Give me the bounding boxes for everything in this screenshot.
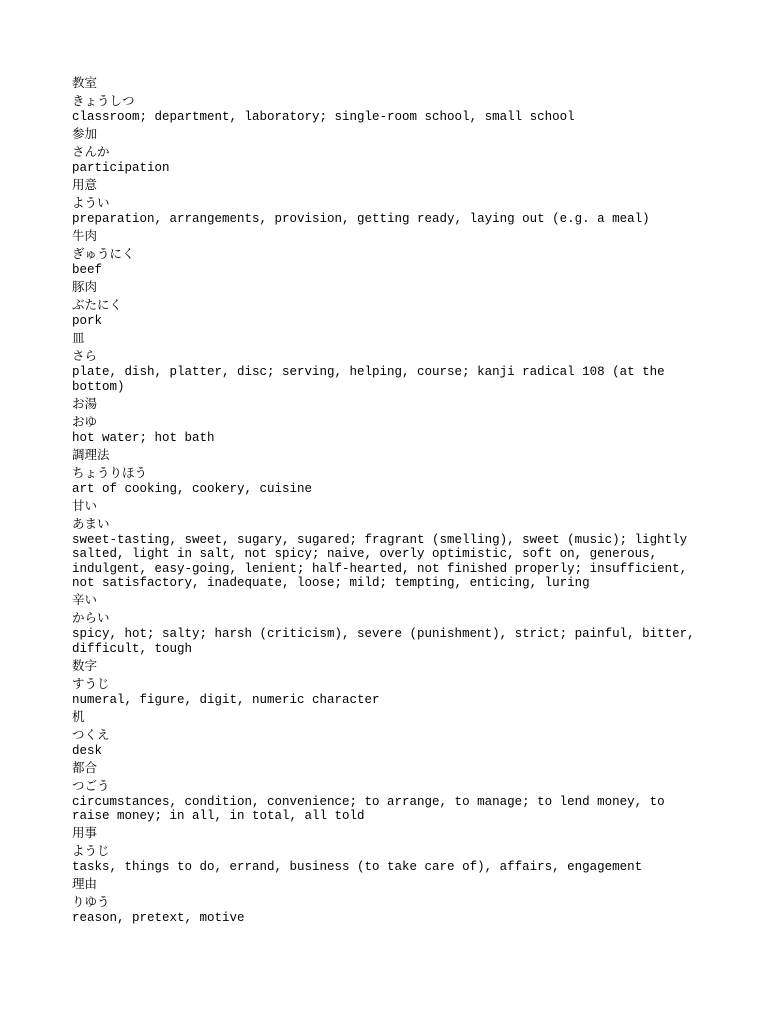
entry-meaning: pork (72, 314, 103, 328)
entry-reading: ぎゅうにく (72, 246, 135, 261)
vocab-entry (72, 759, 712, 824)
vocab-entry (72, 395, 712, 446)
entry-kanji: 教室 (72, 75, 98, 90)
entry-reading: ちょうりほう (72, 464, 148, 480)
entry-meaning: classroom; department, laboratory; single-room school, small school (72, 110, 575, 124)
vocab-entry (72, 74, 712, 125)
vocab-entry (72, 227, 712, 278)
entry-kanji: 用意 (72, 177, 98, 192)
entry-kanji: 理由 (72, 876, 98, 891)
entry-meaning: hot water; hot bath (72, 430, 215, 445)
entry-meaning: circumstances, condition, convenience; to arrange, to manage; to lend money, to raise money; in all, in total, all told (72, 794, 665, 823)
entry-meaning: preparation, arrangements, provision, getting ready, laying out (e.g. a meal) (72, 212, 650, 226)
vocab-entry (72, 446, 712, 497)
entry-meaning: desk (72, 743, 103, 758)
vocab-entry (72, 278, 712, 329)
entry-reading: つくえ (72, 726, 110, 742)
entry-reading: ぶたにく (72, 297, 123, 312)
entry-reading: すうじ (72, 675, 110, 691)
entry-kanji: 牛肉 (72, 228, 98, 243)
entry-reading: つごう (72, 777, 110, 793)
entry-reading: おゆ (72, 413, 98, 429)
entry-reading: あまい (72, 515, 110, 531)
vocab-entry (72, 708, 712, 759)
entry-kanji: 豚肉 (72, 279, 98, 294)
vocab-entry (72, 591, 712, 656)
entry-kanji: 辛い (72, 592, 98, 607)
vocab-entry (72, 125, 712, 176)
entry-reading: からい (72, 610, 110, 625)
entry-kanji: お湯 (72, 395, 98, 411)
vocab-entry (72, 497, 712, 591)
entry-meaning: beef (72, 263, 103, 277)
entry-reading: さんか (72, 144, 110, 159)
vocabulary-list (72, 74, 712, 926)
entry-meaning: numeral, figure, digit, numeric character (72, 692, 380, 707)
vocab-entry (72, 875, 712, 926)
entry-meaning: reason, pretext, motive (72, 911, 245, 925)
entry-reading: きょうしつ (72, 93, 135, 108)
vocab-entry (72, 329, 712, 394)
entry-kanji: 参加 (72, 126, 98, 141)
vocab-entry (72, 176, 712, 227)
entry-kanji: 机 (72, 708, 85, 724)
entry-reading: りゆう (72, 894, 110, 909)
entry-meaning: sweet-tasting, sweet, sugary, sugared; fragrant (smelling), sweet (music); lightly salted, light in salt, not spicy; naive, overly optimistic, soft on, generous, indulgent, easy-going, lenient; half-hearted, not finished properly; insufficient, not satisfactory, inadequate, loose; mild; tempting, enticing, luring (72, 532, 688, 590)
entry-meaning: participation (72, 161, 170, 175)
entry-kanji: 甘い (72, 497, 98, 513)
entry-meaning: plate, dish, platter, disc; serving, helping, course; kanji radical 108 (at the bottom) (72, 365, 665, 394)
entry-kanji: 数字 (72, 657, 98, 673)
entry-reading: さら (72, 348, 98, 363)
entry-kanji: 都合 (72, 759, 98, 775)
entry-reading: ようじ (72, 843, 110, 858)
entry-meaning: art of cooking, cookery, cuisine (72, 481, 313, 496)
entry-kanji: 用事 (72, 825, 98, 840)
vocab-entry (72, 824, 712, 875)
entry-meaning: tasks, things to do, errand, business (to take care of), affairs, engagement (72, 860, 643, 874)
vocab-entry (72, 657, 712, 708)
entry-reading: ようい (72, 195, 110, 210)
entry-meaning: spicy, hot; salty; harsh (criticism), severe (punishment), strict; painful, bitter, difficult, tough (72, 627, 695, 656)
entry-kanji: 皿 (72, 330, 85, 345)
entry-kanji: 調理法 (72, 446, 110, 462)
